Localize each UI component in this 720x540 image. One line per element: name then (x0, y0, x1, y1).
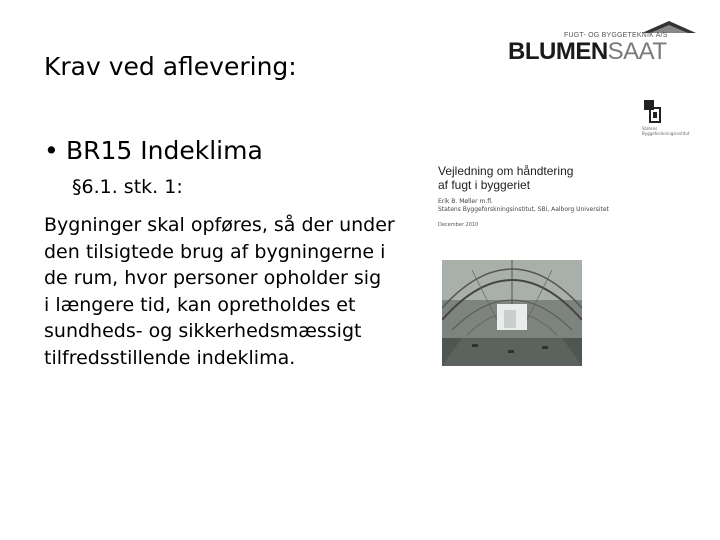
company-logo (508, 20, 698, 66)
body-line: sundheds- og sikkerhedsmæssigt (44, 320, 362, 343)
sbi-caption: Statens Byggeforskningsinstitut (642, 126, 690, 136)
slide-title: Krav ved aflevering: (44, 52, 297, 81)
body-line: den tilsigtede brug af bygningerne i (44, 240, 386, 263)
logo-wordmark (508, 38, 667, 66)
tent-hall-photo (442, 260, 582, 366)
paragraph-reference: §6.1. stk. 1: (72, 176, 183, 198)
bullet-text: BR15 Indeklima (66, 136, 263, 165)
body-text (44, 212, 434, 372)
logo-word-light: SAAT (607, 38, 667, 65)
report-title-line: af fugt i byggeriet (438, 178, 531, 192)
report-title (438, 164, 573, 192)
report-institute: Statens Byggeforskningsinstitut, SBi, Aalborg Universitet (438, 206, 609, 213)
logo-word-dark: BLUMEN (508, 38, 608, 65)
logo-tagline: FUGT- OG BYGGETEKNIK A/S (564, 32, 668, 39)
bullet-dot: • (44, 136, 59, 165)
report-title-line: Vejledning om håndtering (438, 164, 574, 178)
sbi-logo-icon (642, 98, 662, 124)
body-line: i længere tid, kan opretholdes et (44, 293, 356, 316)
body-line: Bygninger skal opføres, så der under (44, 214, 395, 236)
bullet-item (44, 136, 263, 165)
body-line: tilfredsstillende indeklima. (44, 346, 296, 369)
report-date: December 2010 (438, 222, 479, 228)
body-line: de rum, hvor personer opholder sig (44, 267, 382, 290)
report-cover (430, 92, 700, 372)
report-author-block (438, 198, 609, 214)
report-author: Erik B. Møller m.fl. (438, 198, 493, 205)
